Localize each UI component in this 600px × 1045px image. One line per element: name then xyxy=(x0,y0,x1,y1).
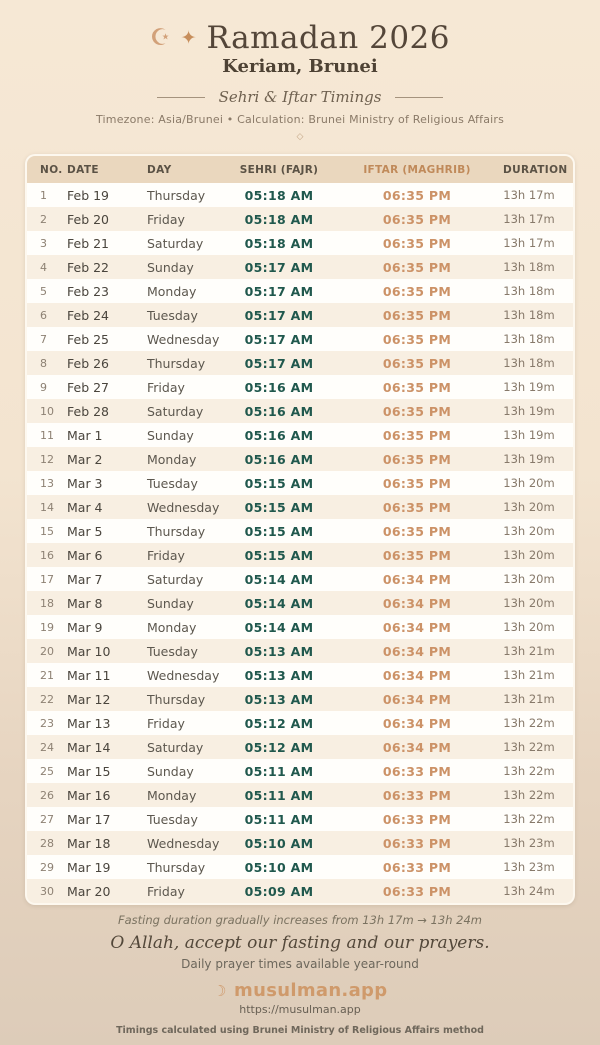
cell-day: Monday xyxy=(147,451,197,467)
cell-date: Feb 28 xyxy=(67,403,110,419)
cell-iftar: 06:35 PM xyxy=(382,499,452,515)
cell-day: Friday xyxy=(147,547,185,563)
cell-day: Thursday xyxy=(147,355,206,371)
cell-sehri: 05:12 AM xyxy=(244,739,314,755)
cell-iftar: 06:33 PM xyxy=(382,883,452,899)
cell-iftar: 06:34 PM xyxy=(382,667,452,683)
cell-day: Sunday xyxy=(147,427,194,443)
cell-no: 19 xyxy=(40,620,54,634)
cell-date: Mar 2 xyxy=(67,451,103,467)
cell-day: Wednesday xyxy=(147,667,220,683)
cell-iftar: 06:35 PM xyxy=(382,187,452,203)
cell-iftar: 06:35 PM xyxy=(382,451,452,467)
table-row xyxy=(27,471,573,495)
cell-no: 5 xyxy=(40,284,47,298)
cell-sehri: 05:17 AM xyxy=(244,355,314,371)
crescent-moon-icon: ☾ xyxy=(212,981,227,1000)
cell-sehri: 05:16 AM xyxy=(244,403,314,419)
cell-iftar: 06:35 PM xyxy=(382,331,452,347)
col-header-no: NO. xyxy=(40,163,63,176)
cell-sehri: 05:18 AM xyxy=(244,187,314,203)
table-row xyxy=(27,807,573,831)
table-row xyxy=(27,351,573,375)
cell-sehri: 05:13 AM xyxy=(244,691,314,707)
cell-iftar: 06:34 PM xyxy=(382,571,452,587)
cell-sehri: 05:16 AM xyxy=(244,427,314,443)
cell-date: Feb 26 xyxy=(67,355,110,371)
cell-no: 28 xyxy=(40,836,54,850)
cell-duration: 13h 18m xyxy=(503,308,555,322)
table-row xyxy=(27,399,573,423)
cell-no: 1 xyxy=(40,188,47,202)
cell-no: 26 xyxy=(40,788,54,802)
timings-table xyxy=(25,154,575,905)
cell-day: Sunday xyxy=(147,763,194,779)
cell-sehri: 05:13 AM xyxy=(244,643,314,659)
cell-duration: 13h 22m xyxy=(503,788,555,802)
cell-iftar: 06:35 PM xyxy=(382,235,452,251)
cell-no: 2 xyxy=(40,212,47,226)
cell-date: Feb 23 xyxy=(67,283,110,299)
cell-day: Wednesday xyxy=(147,499,220,515)
cell-sehri: 05:14 AM xyxy=(244,595,314,611)
page-title: Ramadan 2026 xyxy=(206,20,450,56)
cell-day: Saturday xyxy=(147,739,204,755)
cell-sehri: 05:18 AM xyxy=(244,235,314,251)
table-row xyxy=(27,207,573,231)
cell-day: Tuesday xyxy=(147,643,198,659)
cell-duration: 13h 21m xyxy=(503,668,555,682)
cell-date: Feb 21 xyxy=(67,235,110,251)
cell-sehri: 05:17 AM xyxy=(244,259,314,275)
cell-no: 21 xyxy=(40,668,54,682)
table-row xyxy=(27,735,573,759)
cell-day: Thursday xyxy=(147,859,206,875)
cell-date: Mar 14 xyxy=(67,739,111,755)
cell-day: Saturday xyxy=(147,571,204,587)
cell-date: Mar 10 xyxy=(67,643,111,659)
cell-duration: 13h 22m xyxy=(503,764,555,778)
cell-no: 12 xyxy=(40,452,54,466)
cell-day: Thursday xyxy=(147,523,206,539)
cell-duration: 13h 20m xyxy=(503,548,555,562)
cell-no: 3 xyxy=(40,236,47,250)
section-title: Sehri & Iftar Timings xyxy=(218,88,382,106)
cell-date: Feb 19 xyxy=(67,187,110,203)
cell-sehri: 05:15 AM xyxy=(244,499,314,515)
cell-sehri: 05:09 AM xyxy=(244,883,314,899)
section-title-row xyxy=(0,88,600,106)
cell-no: 27 xyxy=(40,812,54,826)
cell-day: Thursday xyxy=(147,187,206,203)
cell-duration: 13h 20m xyxy=(503,500,555,514)
calculation-method-note: Timings calculated using Brunei Ministry of Religious Affairs method xyxy=(116,1025,484,1036)
cell-no: 11 xyxy=(40,428,54,442)
cell-duration: 13h 24m xyxy=(503,884,555,898)
cell-duration: 13h 17m xyxy=(503,212,555,226)
table-row xyxy=(27,855,573,879)
cell-duration: 13h 19m xyxy=(503,428,555,442)
cell-date: Mar 16 xyxy=(67,787,111,803)
cell-iftar: 06:35 PM xyxy=(382,547,452,563)
cell-duration: 13h 17m xyxy=(503,188,555,202)
cell-no: 20 xyxy=(40,644,54,658)
cell-sehri: 05:11 AM xyxy=(244,763,314,779)
table-body xyxy=(27,183,573,903)
cell-sehri: 05:11 AM xyxy=(244,787,314,803)
table-row xyxy=(27,495,573,519)
cell-iftar: 06:35 PM xyxy=(382,211,452,227)
table-row xyxy=(27,231,573,255)
cell-iftar: 06:35 PM xyxy=(382,259,452,275)
cell-sehri: 05:12 AM xyxy=(244,715,314,731)
cell-no: 22 xyxy=(40,692,54,706)
cell-iftar: 06:35 PM xyxy=(382,523,452,539)
table-row xyxy=(27,543,573,567)
table-row xyxy=(27,567,573,591)
table-row xyxy=(27,663,573,687)
table-row xyxy=(27,447,573,471)
cell-duration: 13h 19m xyxy=(503,380,555,394)
cell-iftar: 06:33 PM xyxy=(382,835,452,851)
cell-sehri: 05:13 AM xyxy=(244,667,314,683)
cell-day: Saturday xyxy=(147,403,204,419)
cell-duration: 13h 18m xyxy=(503,284,555,298)
cell-no: 24 xyxy=(40,740,54,754)
sparkle-icon: ✦ xyxy=(180,26,197,49)
cell-date: Mar 12 xyxy=(67,691,111,707)
col-header-day: DAY xyxy=(147,163,172,176)
table-row xyxy=(27,255,573,279)
table-row xyxy=(27,519,573,543)
cell-no: 10 xyxy=(40,404,54,418)
table-row xyxy=(27,375,573,399)
fasting-duration-note: Fasting duration gradually increases from 13h 17m → 13h 24m xyxy=(117,913,483,927)
availability-note: Daily prayer times available year-round xyxy=(181,957,419,971)
cell-date: Mar 6 xyxy=(67,547,103,563)
cell-date: Mar 15 xyxy=(67,763,111,779)
cell-iftar: 06:34 PM xyxy=(382,643,452,659)
cell-date: Mar 3 xyxy=(67,475,103,491)
cell-duration: 13h 20m xyxy=(503,596,555,610)
cell-date: Mar 4 xyxy=(67,499,103,515)
cell-no: 6 xyxy=(40,308,47,322)
cell-duration: 13h 22m xyxy=(503,812,555,826)
cell-duration: 13h 20m xyxy=(503,620,555,634)
cell-duration: 13h 19m xyxy=(503,452,555,466)
cell-iftar: 06:35 PM xyxy=(382,427,452,443)
table-row xyxy=(27,711,573,735)
cell-sehri: 05:14 AM xyxy=(244,619,314,635)
cell-duration: 13h 17m xyxy=(503,236,555,250)
table-row xyxy=(27,279,573,303)
diamond-ornament-icon: ◇ xyxy=(296,132,304,142)
title-row xyxy=(0,18,600,58)
table-row xyxy=(27,831,573,855)
cell-sehri: 05:17 AM xyxy=(244,307,314,323)
cell-no: 4 xyxy=(40,260,47,274)
cell-iftar: 06:34 PM xyxy=(382,739,452,755)
col-header-date: DATE xyxy=(67,163,99,176)
cell-no: 14 xyxy=(40,500,54,514)
cell-day: Wednesday xyxy=(147,835,220,851)
cell-iftar: 06:33 PM xyxy=(382,787,452,803)
cell-iftar: 06:35 PM xyxy=(382,475,452,491)
cell-duration: 13h 18m xyxy=(503,260,555,274)
cell-date: Mar 20 xyxy=(67,883,111,899)
cell-sehri: 05:16 AM xyxy=(244,451,314,467)
cell-duration: 13h 18m xyxy=(503,356,555,370)
table-row xyxy=(27,759,573,783)
cell-iftar: 06:34 PM xyxy=(382,691,452,707)
cell-duration: 13h 20m xyxy=(503,572,555,586)
cell-iftar: 06:34 PM xyxy=(382,715,452,731)
cell-iftar: 06:33 PM xyxy=(382,763,452,779)
table-row xyxy=(27,591,573,615)
cell-sehri: 05:10 AM xyxy=(244,859,314,875)
cell-date: Mar 5 xyxy=(67,523,103,539)
cell-no: 15 xyxy=(40,524,54,538)
footer xyxy=(0,913,600,1036)
cell-sehri: 05:10 AM xyxy=(244,835,314,851)
cell-date: Mar 17 xyxy=(67,811,111,827)
cell-duration: 13h 21m xyxy=(503,644,555,658)
divider-left xyxy=(157,97,205,98)
cell-duration: 13h 21m xyxy=(503,692,555,706)
table-row xyxy=(27,423,573,447)
cell-duration: 13h 23m xyxy=(503,836,555,850)
dua-text: O Allah, accept our fasting and our prayers. xyxy=(110,933,490,953)
brand-link[interactable] xyxy=(0,980,600,1001)
cell-no: 25 xyxy=(40,764,54,778)
cell-iftar: 06:33 PM xyxy=(382,811,452,827)
cell-day: Thursday xyxy=(147,691,206,707)
cell-duration: 13h 19m xyxy=(503,404,555,418)
cell-iftar: 06:34 PM xyxy=(382,595,452,611)
table-header-row xyxy=(27,156,573,183)
cell-sehri: 05:14 AM xyxy=(244,571,314,587)
cell-duration: 13h 20m xyxy=(503,524,555,538)
cell-sehri: 05:18 AM xyxy=(244,211,314,227)
cell-sehri: 05:15 AM xyxy=(244,523,314,539)
cell-day: Friday xyxy=(147,883,185,899)
cell-no: 9 xyxy=(40,380,47,394)
cell-sehri: 05:15 AM xyxy=(244,475,314,491)
cell-date: Feb 25 xyxy=(67,331,110,347)
cell-iftar: 06:35 PM xyxy=(382,307,452,323)
timezone-calculation-note: Timezone: Asia/Brunei • Calculation: Brunei Ministry of Religious Affairs xyxy=(95,113,505,126)
cell-no: 17 xyxy=(40,572,54,586)
table-row xyxy=(27,687,573,711)
cell-date: Mar 7 xyxy=(67,571,103,587)
cell-no: 13 xyxy=(40,476,54,490)
cell-iftar: 06:35 PM xyxy=(382,355,452,371)
col-header-sehri: SEHRI (FAJR) xyxy=(239,163,319,176)
cell-date: Feb 20 xyxy=(67,211,110,227)
cell-day: Sunday xyxy=(147,595,194,611)
cell-no: 30 xyxy=(40,884,54,898)
cell-day: Saturday xyxy=(147,235,204,251)
cell-no: 16 xyxy=(40,548,54,562)
cell-sehri: 05:11 AM xyxy=(244,811,314,827)
table-row xyxy=(27,879,573,903)
cell-date: Feb 24 xyxy=(67,307,110,323)
cell-date: Feb 27 xyxy=(67,379,110,395)
cell-date: Mar 9 xyxy=(67,619,103,635)
cell-day: Wednesday xyxy=(147,331,220,347)
cell-duration: 13h 22m xyxy=(503,716,555,730)
cell-day: Sunday xyxy=(147,259,194,275)
table-row xyxy=(27,639,573,663)
cell-iftar: 06:35 PM xyxy=(382,283,452,299)
cell-day: Monday xyxy=(147,619,197,635)
cell-date: Mar 13 xyxy=(67,715,111,731)
table-row xyxy=(27,783,573,807)
cell-iftar: 06:35 PM xyxy=(382,403,452,419)
cell-no: 29 xyxy=(40,860,54,874)
cell-iftar: 06:33 PM xyxy=(382,859,452,875)
cell-day: Friday xyxy=(147,211,185,227)
brand-name: musulman.app xyxy=(234,980,388,1001)
cell-day: Tuesday xyxy=(147,475,198,491)
cell-duration: 13h 23m xyxy=(503,860,555,874)
header xyxy=(0,0,600,142)
cell-day: Friday xyxy=(147,379,185,395)
table-row xyxy=(27,303,573,327)
table-row xyxy=(27,183,573,207)
cell-day: Monday xyxy=(147,283,197,299)
col-header-duration: DURATION xyxy=(503,163,568,176)
cell-iftar: 06:35 PM xyxy=(382,379,452,395)
cell-no: 23 xyxy=(40,716,54,730)
cell-date: Mar 19 xyxy=(67,859,111,875)
location-subtitle: Keriam, Brunei xyxy=(222,56,378,77)
cell-no: 7 xyxy=(40,332,47,346)
divider-right xyxy=(395,97,443,98)
cell-sehri: 05:17 AM xyxy=(244,331,314,347)
cell-day: Friday xyxy=(147,715,185,731)
cell-duration: 13h 18m xyxy=(503,332,555,346)
cell-sehri: 05:15 AM xyxy=(244,547,314,563)
cell-date: Mar 11 xyxy=(67,667,111,683)
cell-date: Mar 1 xyxy=(67,427,103,443)
cell-date: Mar 18 xyxy=(67,835,111,851)
table-row xyxy=(27,615,573,639)
cell-date: Mar 8 xyxy=(67,595,103,611)
cell-day: Tuesday xyxy=(147,811,198,827)
table-row xyxy=(27,327,573,351)
cell-no: 18 xyxy=(40,596,54,610)
cell-day: Monday xyxy=(147,787,197,803)
col-header-iftar: IFTAR (MAGHRIB) xyxy=(363,163,471,176)
cell-sehri: 05:17 AM xyxy=(244,283,314,299)
cell-iftar: 06:34 PM xyxy=(382,619,452,635)
cell-sehri: 05:16 AM xyxy=(244,379,314,395)
cell-day: Tuesday xyxy=(147,307,198,323)
star-and-crescent-icon: ☪ xyxy=(150,24,171,51)
cell-date: Feb 22 xyxy=(67,259,110,275)
cell-no: 8 xyxy=(40,356,47,370)
brand-url: https://musulman.app xyxy=(239,1003,361,1016)
cell-duration: 13h 22m xyxy=(503,740,555,754)
cell-duration: 13h 20m xyxy=(503,476,555,490)
